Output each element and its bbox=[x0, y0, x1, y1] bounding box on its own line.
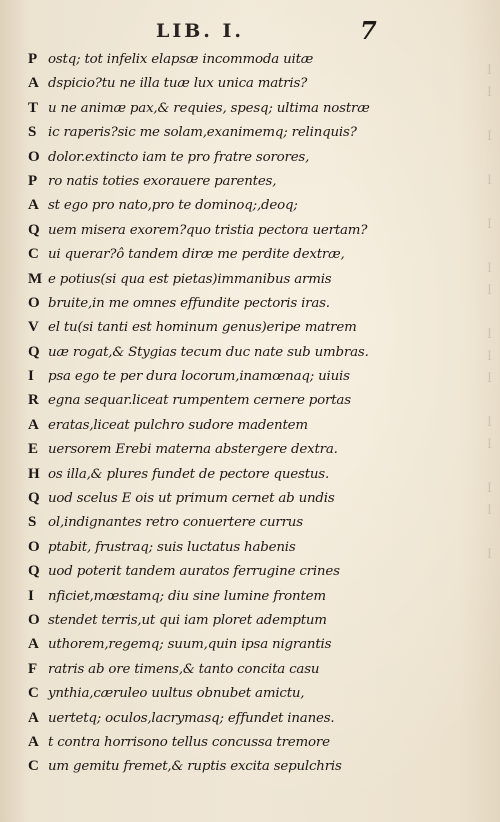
verse-line bbox=[28, 514, 408, 538]
verse-initial: A bbox=[28, 416, 40, 433]
verse-text: ol,indignantes retro conuertere currus bbox=[48, 515, 303, 531]
verse-text: os illa,& plures fundet de pectore questus. bbox=[48, 466, 330, 482]
verse-line bbox=[28, 563, 408, 587]
verse-line bbox=[28, 490, 408, 514]
verse-initial: F bbox=[28, 660, 38, 677]
verse-initial: A bbox=[28, 75, 40, 92]
verse-block bbox=[28, 51, 408, 783]
verse-initial: V bbox=[28, 319, 40, 336]
verse-line bbox=[28, 271, 408, 295]
verse-line bbox=[28, 319, 408, 343]
verse-line bbox=[28, 222, 408, 246]
verse-text: dolor.extincto iam te pro fratre sorores, bbox=[48, 149, 310, 165]
verse-text: uod scelus E ois ut primum cernet ab undis bbox=[48, 491, 335, 507]
verse-text: uthorem,regemq; suum,quin ipsa nigrantis bbox=[48, 637, 332, 653]
verse-line bbox=[28, 149, 408, 173]
verse-line bbox=[28, 197, 408, 221]
verse-line bbox=[28, 588, 408, 612]
verse-initial: T bbox=[28, 99, 39, 116]
running-header bbox=[0, 14, 500, 44]
verse-line bbox=[28, 75, 408, 99]
running-title: LIB. I. bbox=[156, 20, 245, 42]
verse-line bbox=[28, 758, 408, 782]
verse-initial: P bbox=[28, 172, 38, 189]
verse-initial: R bbox=[28, 392, 40, 409]
verse-line bbox=[28, 51, 408, 75]
verse-line bbox=[28, 100, 408, 124]
verse-initial: S bbox=[28, 124, 37, 141]
verse-text: ui querar?ô tandem diræ me perdite dextræ, bbox=[48, 247, 345, 263]
verse-text: egna sequar.liceat rumpentem cernere portas bbox=[48, 393, 351, 409]
verse-text: st ego pro nato,pro te dominoq;,deoq; bbox=[48, 198, 298, 214]
verse-line bbox=[28, 173, 408, 197]
verse-text: u ne animæ pax,& requies, spesq; ultima nostræ bbox=[48, 100, 370, 116]
verse-line bbox=[28, 539, 408, 563]
verse-line bbox=[28, 710, 408, 734]
verse-text: dspicio?tu ne illa tuæ lux unica matris? bbox=[48, 76, 308, 92]
verse-text: psa ego te per dura locorum,inamœnaq; uiuis bbox=[48, 369, 350, 385]
verse-line bbox=[28, 734, 408, 758]
verse-initial: Q bbox=[28, 563, 41, 580]
verse-line bbox=[28, 661, 408, 685]
verse-text: uersorem Erebi materna abstergere dextra. bbox=[48, 442, 338, 458]
verse-text: ostq; tot infelix elapsæ incommoda uitæ bbox=[48, 52, 314, 67]
verse-initial: O bbox=[28, 148, 41, 165]
bleed-through-text: I I I I I I I I I I I I I I I bbox=[486, 63, 492, 562]
verse-text: ynthia,cæruleo uultus obnubet amictu, bbox=[48, 686, 305, 702]
verse-text: uod poterit tandem auratos ferrugine crines bbox=[48, 564, 340, 580]
verse-line bbox=[28, 392, 408, 416]
verse-initial: Q bbox=[28, 221, 41, 238]
verse-initial: C bbox=[28, 685, 40, 702]
verse-initial: S bbox=[28, 514, 37, 531]
verse-line bbox=[28, 246, 408, 270]
verse-text: stendet terris,ut qui iam ploret ademptum bbox=[48, 612, 327, 628]
verse-text: nficiet,mœstamq; diu sine lumine frontem bbox=[48, 588, 326, 604]
verse-text: ro natis toties exorauere parentes, bbox=[48, 173, 277, 189]
verse-text: um gemitu fremet,& ruptis excita sepulchris bbox=[48, 759, 342, 775]
verse-text: e potius(si qua est pietas)immanibus armis bbox=[48, 271, 332, 287]
verse-line bbox=[28, 368, 408, 392]
verse-text: el tu(si tanti est hominum genus)eripe matrem bbox=[48, 320, 357, 336]
verse-text: eratas,liceat pulchro sudore madentem bbox=[48, 417, 308, 433]
verse-initial: A bbox=[28, 733, 40, 750]
verse-initial: Q bbox=[28, 490, 41, 507]
page-number: 7 bbox=[360, 16, 377, 45]
verse-initial: C bbox=[28, 758, 40, 775]
verse-initial: P bbox=[28, 51, 38, 67]
verse-line bbox=[28, 466, 408, 490]
verse-text: bruite,in me omnes effundite pectoris iras. bbox=[48, 295, 330, 311]
verse-line bbox=[28, 441, 408, 465]
verse-text: uæ rogat,& Stygias tecum duc nate sub umbras. bbox=[48, 344, 369, 360]
verse-line bbox=[28, 344, 408, 368]
verse-text: t contra horrisono tellus concussa tremore bbox=[48, 734, 330, 750]
verse-text: ic raperis?sic me solam,exanimemq; relinquis? bbox=[48, 125, 357, 141]
verse-initial: I bbox=[28, 587, 35, 604]
verse-initial: Q bbox=[28, 343, 41, 360]
verse-initial: O bbox=[28, 611, 41, 628]
verse-text: ratris ab ore timens,& tanto concita casu bbox=[48, 661, 320, 677]
verse-text: uertetq; oculos,lacrymasq; effundet inanes. bbox=[48, 710, 335, 726]
verse-initial: H bbox=[28, 465, 41, 482]
verse-text: uem misera exorem?quo tristia pectora uertam? bbox=[48, 222, 368, 238]
verse-initial: A bbox=[28, 636, 40, 653]
verse-line bbox=[28, 417, 408, 441]
verse-line bbox=[28, 124, 408, 148]
verse-initial: I bbox=[28, 368, 35, 385]
verse-initial: A bbox=[28, 197, 40, 214]
verse-initial: O bbox=[28, 538, 41, 555]
verse-initial: E bbox=[28, 441, 39, 458]
verse-initial: A bbox=[28, 709, 40, 726]
verse-initial: C bbox=[28, 246, 40, 263]
verse-initial: O bbox=[28, 294, 41, 311]
verse-line bbox=[28, 295, 408, 319]
verse-line bbox=[28, 636, 408, 660]
verse-initial: M bbox=[28, 270, 43, 287]
verse-line bbox=[28, 612, 408, 636]
verse-line bbox=[28, 685, 408, 709]
verse-text: ptabit, frustraq; suis luctatus habenis bbox=[48, 539, 296, 555]
